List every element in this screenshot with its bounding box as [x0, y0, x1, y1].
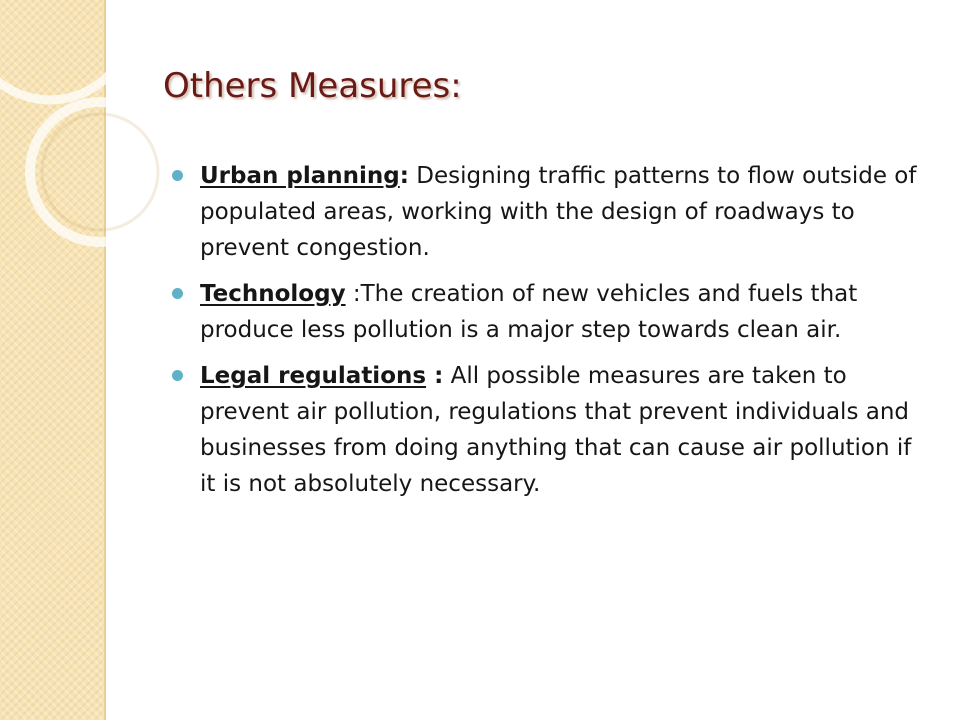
bullet-item-technology — [172, 276, 932, 348]
slide-title: Others Measures: — [163, 66, 462, 106]
bullet-marker-icon — [172, 170, 183, 181]
bullet-item-urban-planning — [172, 158, 932, 266]
bullet-item-legal-regulations — [172, 358, 932, 502]
bullet-marker-icon — [172, 370, 183, 381]
bullet-text: All possible measures are taken to prevent air pollution, regulations that prevent individuals and businesses from doing anything that can cause air pollution if it is not absolutely necessary. — [200, 363, 912, 497]
bullet-term: Legal regulations — [200, 363, 427, 389]
bullet-term: Technology — [200, 281, 346, 307]
bullet-separator: : — [399, 163, 409, 189]
bullet-text: The creation of new vehicles and fuels that produce less pollution is a major step towards clean air. — [200, 281, 858, 343]
decorative-ring-small — [30, 102, 170, 242]
bullet-term: Urban planning — [200, 163, 400, 189]
bullet-text: Designing traffic patterns to flow outside of populated areas, working with the design of roadways to prevent congestion. — [200, 163, 917, 261]
bullet-separator: : — [345, 281, 361, 307]
decorative-ring-large — [0, 0, 132, 100]
decorative-ring-inner — [42, 114, 158, 230]
bullet-list — [172, 158, 932, 512]
bullet-marker-icon — [172, 288, 183, 299]
bullet-separator: : — [426, 363, 444, 389]
